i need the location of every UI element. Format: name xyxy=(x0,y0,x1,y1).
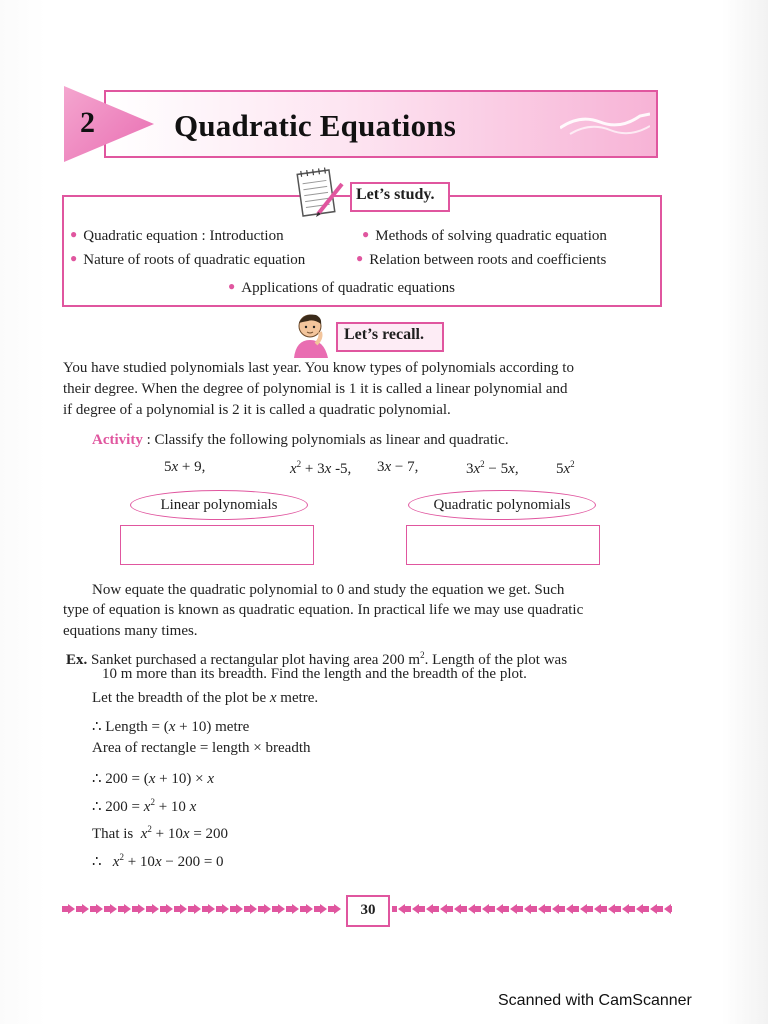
polynomial-expr: $3x^2 - 5x$, xyxy=(466,459,519,477)
math-step: ∴ 200 = (x + 10) × x xyxy=(92,771,215,787)
activity-label: Activity xyxy=(92,432,143,448)
quadratic-label-oval: Quadratic polynomials xyxy=(408,490,596,520)
example-label: Ex. xyxy=(66,652,88,668)
chapter-number: 2 xyxy=(80,106,95,139)
polynomial-expr: $x^2 + 3x$ -5, xyxy=(290,459,352,477)
polynomial-expr: 5x + 9, xyxy=(164,459,206,475)
example-line: Ex. Sanket purchased a rectangular plot having area 200 $m^2$. Length of the plot was xyxy=(66,650,568,668)
bullet-icon: ● xyxy=(356,251,364,265)
recall-line: You have studied polynomials last year. You know types of polynomials according to xyxy=(63,360,574,376)
math-step: ∴ Length = (x + 10) metre xyxy=(92,719,250,735)
recall-line: if degree of a polynomial is 2 it is called a quadratic polynomial. xyxy=(63,402,451,418)
math-step: Area of rectangle = length × breadth xyxy=(92,740,311,756)
bullet-icon: ● xyxy=(70,227,78,241)
example-line: Let the breadth of the plot be x metre. xyxy=(92,690,319,706)
recall-label: Let’s recall. xyxy=(344,326,424,343)
example-line: 10 m more than its breadth. Find the length and the breadth of the plot. xyxy=(102,666,527,682)
recall-line: their degree. When the degree of polynomial is 1 it is called a linear polynomial and xyxy=(63,381,568,397)
quadratic-answer-box[interactable] xyxy=(406,525,600,565)
bullet-icon: ● xyxy=(362,227,370,241)
polynomial-expr: $5x^2$ xyxy=(556,459,575,477)
chapter-title: Quadratic Equations xyxy=(174,108,456,143)
activity-line xyxy=(92,430,509,451)
math-step: That is $x^2 + 10x = 200$ xyxy=(92,824,229,842)
equate-line: type of equation is known as quadratic equation. In practical life we may use quadratic xyxy=(63,602,584,618)
study-item: ● Methods of solving quadratic equation xyxy=(362,227,607,244)
linear-answer-box[interactable] xyxy=(120,525,314,565)
polynomial-expr: 3x − 7, xyxy=(377,459,419,475)
study-item: ● Applications of quadratic equations xyxy=(228,279,455,296)
equate-line: Now equate the quadratic polynomial to 0 and study the equation we get. Such xyxy=(92,582,565,598)
math-step: ∴ $200 = x^2 + 10$ x xyxy=(92,797,197,815)
thinking-boy-icon xyxy=(286,310,336,358)
linear-label-oval: Linear polynomials xyxy=(130,490,308,520)
wave-decoration-icon xyxy=(560,100,650,140)
study-item: ● Nature of roots of quadratic equation xyxy=(70,251,306,268)
bullet-icon: ● xyxy=(228,279,236,293)
study-label: Let’s study. xyxy=(356,186,435,203)
page-number: 30 xyxy=(346,895,390,927)
activity-text: : Classify the following polynomials as linear and quadratic. xyxy=(142,432,509,448)
study-item: ● Relation between roots and coefficients xyxy=(356,251,607,268)
notepad-pencil-icon xyxy=(294,166,348,220)
bullet-icon: ● xyxy=(70,251,78,265)
scanner-watermark: Scanned with CamScanner xyxy=(498,992,692,1009)
math-step: ∴ $x^2 + 10x - 200 = 0$ xyxy=(92,852,224,870)
equate-line: equations many times. xyxy=(63,623,198,639)
study-item: ● Quadratic equation : Introduction xyxy=(70,227,284,244)
